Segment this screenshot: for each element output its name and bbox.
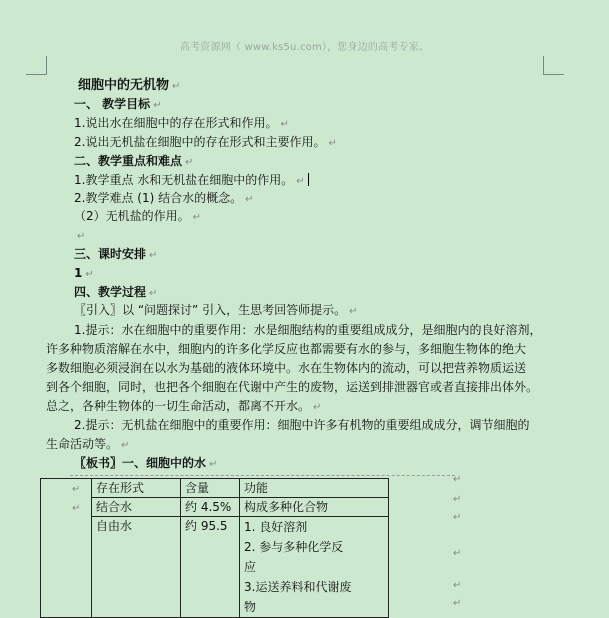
paragraph-mark: ↵	[185, 157, 194, 168]
paragraph-mark: ↵	[149, 288, 158, 299]
sec3-line	[74, 247, 157, 263]
section-heading: 一、 教学目标	[74, 97, 151, 111]
table-cell: 约 95.5	[181, 517, 240, 618]
doc-title: 细胞中的无机物	[78, 78, 170, 93]
table-blank-cell	[41, 479, 92, 618]
list-item: 2.说出无机盐在细胞中的存在形式和主要作用。	[74, 135, 326, 149]
paragraph-mark: ↵	[328, 138, 337, 149]
sec4-line	[74, 285, 157, 301]
table-header-cell: 存在形式	[92, 479, 181, 498]
list-item: 1.教学重点 水和无机盐在细胞中的作用。	[74, 173, 294, 187]
paragraph-mark: ↵	[209, 459, 218, 470]
section-heading: 二、教学重点和难点	[74, 154, 183, 168]
table-row	[41, 479, 389, 498]
cell-mark: ↵	[72, 484, 81, 495]
function-item: 3.运送养料和代谢废	[244, 580, 352, 594]
paragraph-line-last	[46, 399, 321, 415]
paragraph-mark: ↵	[149, 250, 158, 261]
function-item: 应	[244, 560, 257, 574]
page-header: 高考资源网（ www.ks5u.com），您身边的高考专家。	[179, 42, 430, 53]
sec1-item-1	[74, 116, 289, 132]
row-end-mark: ↵	[453, 548, 462, 559]
sec1-line	[74, 97, 162, 113]
row-end-mark: ↵	[453, 474, 462, 485]
paragraph-mark: ↵	[121, 440, 130, 451]
section-heading: 四、教学过程	[74, 285, 147, 299]
paragraph-mark: ↵	[280, 119, 289, 130]
paragraph-mark: ↵	[85, 269, 94, 280]
sec1-item-2	[74, 135, 337, 151]
list-item: 1.说出水在细胞中的存在形式和作用。	[74, 116, 278, 130]
row-end-mark: ↵	[453, 580, 462, 591]
table-header-cell: 功能	[240, 479, 389, 498]
paragraph-mark: ↵	[192, 212, 202, 223]
board-heading: 〖板书〗一、细胞中的水	[74, 456, 207, 470]
paragraph-line: 到各个细胞，同时，也把各个细胞在代谢中产生的废物，运送到排泄器官或者直接排出体外。	[46, 380, 539, 394]
paragraph-mark: ↵	[313, 402, 322, 413]
cell-mark: ↵	[72, 503, 81, 514]
sec3-value-line	[74, 266, 94, 282]
paragraph-mark: ↵	[245, 194, 254, 205]
section-divider	[70, 475, 455, 476]
table-cell: 构成多种化合物	[240, 498, 389, 517]
intro-text: 〖引入〗以 “问题探讨” 引入，生思考回答师提示。	[74, 303, 347, 317]
list-item: 2.教学难点 (1) 结合水的概念。	[74, 191, 243, 205]
function-item: 1. 良好溶剂	[244, 520, 308, 534]
paragraph-text: 总之，各种生物体的一切生命活动，都离不开水。	[46, 399, 311, 413]
paragraph-line-last	[46, 437, 129, 453]
sec2-item-2	[74, 191, 253, 207]
sec2-item-3	[74, 209, 201, 225]
margin-corner-top-right	[543, 56, 564, 75]
table-cell: 约 4.5%	[181, 498, 240, 517]
intro-line	[74, 303, 357, 319]
function-item: 物	[244, 600, 257, 614]
empty-line	[74, 228, 85, 244]
row-end-mark: ↵	[453, 512, 462, 523]
row-end-mark: ↵	[453, 598, 462, 609]
table-cell: 自由水	[92, 517, 181, 618]
table-cell-functions	[240, 517, 389, 618]
doc-title-line	[78, 78, 180, 94]
sec2-line	[74, 154, 193, 170]
function-item: 2. 参与多种化学反	[244, 540, 344, 554]
table-cell: 结合水	[92, 498, 181, 517]
paragraph-mark: ↵	[153, 100, 162, 111]
paragraph-line: 许多种物质溶解在水中，细胞内的许多化学反应也都需要有水的参与，多细胞生物体的绝大	[46, 342, 527, 356]
table-header-cell: 含量	[181, 479, 240, 498]
paragraph-mark: ↵	[172, 81, 181, 92]
class-hours: 1	[74, 266, 83, 280]
paragraph-mark: ↵	[296, 176, 305, 187]
table-row	[41, 517, 389, 618]
paragraph-mark: ↵	[349, 306, 358, 317]
board-line	[74, 456, 217, 472]
water-table	[40, 478, 389, 618]
paragraph-line: 1.提示：水在细胞中的重要作用：水是细胞结构的重要组成成分，是细胞内的良好溶剂，	[74, 323, 542, 337]
list-item: （2）无机盐的作用。	[74, 209, 190, 223]
paragraph-line: 2.提示：无机盐在细胞中的重要作用：细胞中许多有机物的重要组成成分，调节细胞的	[74, 418, 530, 432]
paragraph-text: 生命活动等。	[46, 437, 119, 451]
paragraph-mark: ↵	[77, 231, 86, 242]
paragraph-line: 多数细胞必须浸润在以水为基础的液体环境中。水在生物体内的流动，可以把营养物质运送	[46, 361, 527, 375]
text-cursor	[308, 173, 309, 186]
row-end-mark: ↵	[453, 494, 462, 505]
sec2-item-1	[74, 173, 309, 189]
table-row	[41, 498, 389, 517]
section-heading: 三、课时安排	[74, 247, 147, 261]
margin-corner-top-left	[26, 56, 47, 75]
